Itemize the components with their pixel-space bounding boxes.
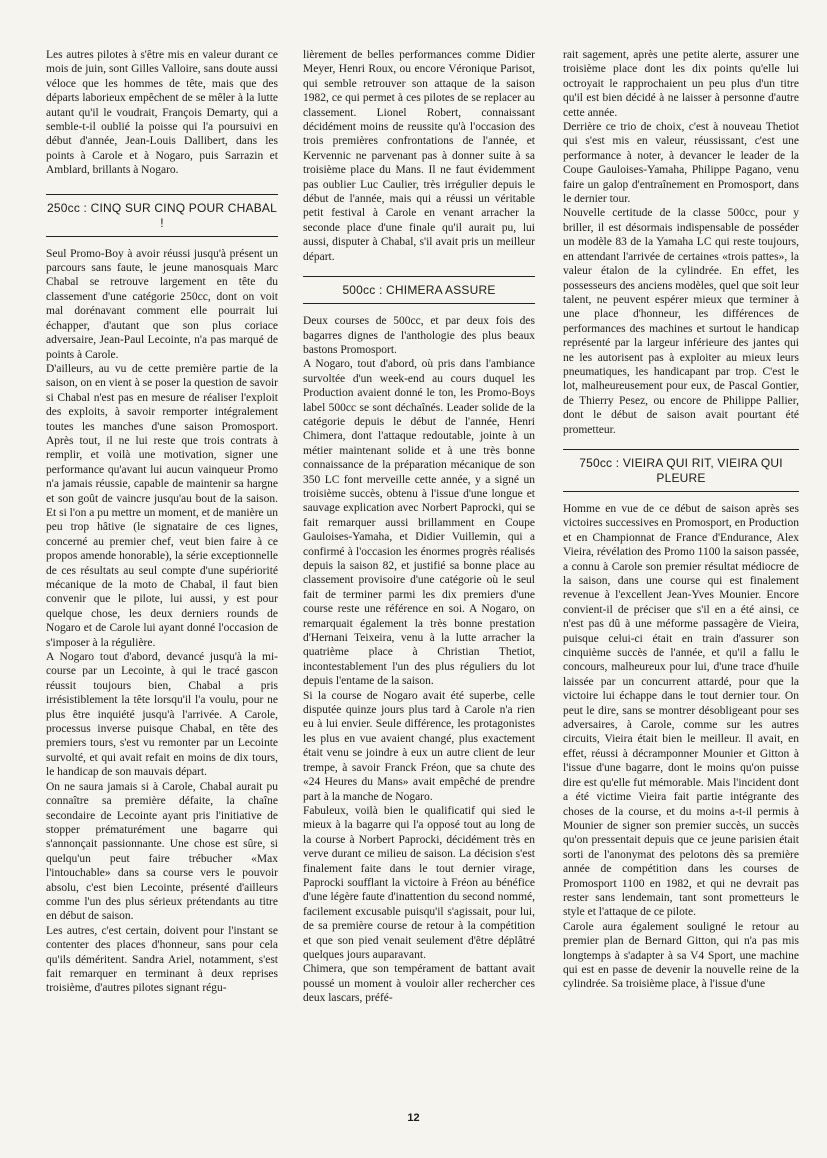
section-heading-500cc: 500cc : CHIMERA ASSURE [303, 276, 535, 304]
paragraph: Chimera, que son tempérament de battant avait poussé un moment à vouloir aller rechercher ces deux lascars, préfé- [303, 963, 535, 1005]
intro-paragraph: Les autres pilotes à s'être mis en valeur durant ce mois de juin, sont Gilles Valloire, sans doute aussi véloce que les hommes de tête, mais que des départs laborieux empêchent de se mêler à la lutte autant qu'il le voudrait, François Demarty, qui a semble-t-il oublié la poisse qui l'a poursuivi en début d'année, Jean-Louis Dallibert, dans les points à Carole et à Nogaro, puis Sarrazin et Amblard, brillants à Nogaro. [46, 49, 278, 177]
paragraph: On ne saura jamais si à Carole, Chabal aurait pu connaître sa première défaite, la chaîne secondaire de Lecointe ayant pris l'initiative de stopper prématurément une bagarre qui s'annonçait passionnante. Une chose est sûre, si quelqu'un peut faire trébucher «Max l'intouchable» dans sa course vers le pouvoir absolu, c'est bien Lecointe, présenté d'ailleurs comme l'un des plus sérieux prétendants au titre en début de saison. [46, 780, 278, 923]
paragraph: Derrière ce trio de choix, c'est à nouveau Thetiot qui s'est mis en valeur, réussissant, c'est une performance à noter, à devancer le leader de la Coupe Gauloises-Yamaha, Philippe Pagano, venu faire un galop d'entraînement en Promosport, dans le dernier tour. [563, 121, 799, 206]
column-left [46, 48, 278, 996]
section-heading-750cc: 750cc : VIEIRA QUI RIT, VIEIRA QUI PLEURE [563, 449, 799, 492]
paragraph: Seul Promo-Boy à avoir réussi jusqu'à présent un parcours sans faute, le jeune manosquais Marc Chabal se retrouve largement en tête du classement d'une catégorie 250cc, dont on voit mal dorénavant comment elle pourrait lui échapper, d'autant que son plus coriace adversaire, Jean-Paul Lecointe, n'a pas marqué de points à Carole. [46, 247, 278, 361]
paragraph: lièrement de belles performances comme Didier Meyer, Henri Roux, ou encore Véronique Parisot, qui semble retrouver son attaque de la saison 1982, ce qui permet à ces pilotes de se replacer au classement. Lionel Robert, connaissant décidément moins de reussite qu'à l'occasion des trois premières confrontations de l'année, et Kervennic ne parvenant pas à donner suite à sa troisième place du Mans. Il ne faut évidemment pas oublier Luc Caulier, très irrégulier depuis le début de l'année, mais qui a réussi un véritable petit festival à Carole en venant arracher la seconde place d'une finale qu'il aurait pu, lui aussi, disputer à Chabal, s'il avait pris un meilleur départ. [303, 49, 535, 263]
paragraph: A Nogaro, tout d'abord, où pris dans l'ambiance survoltée d'un week-end au cours duquel les Production avaient donné le ton, les Promo-Boys label 500cc se sont déchaînés. Leader solide de la catégorie depuis le début de l'année, Henri Chimera, dont l'attaque redoutable, jointe à un métier maintenant solide et à une très bonne connaissance de la préparation mécanique de son 350 LC font merveille cette année, y a signé un troisième succès, obtenu à l'issue d'une longue et sauvage explication avec Norbert Paprocki, qui se fait remarquer aussi brillamment en Coupe Gauloises-Yamaha, et Didier Vuillemin, qui a confirmé à l'occasion les énormes progrès réalisés depuis la saison 82, et justifié sa bonne place au classement provisoire d'une catégorie où le seul fait de terminer parmi les dix premiers d'une course reste une référence en soi. A Nogaro, on remarquait également la très bonne prestation d'Hernani Teixeira, venu à la lutte arracher la quatrième place à Christian Thetiot, incontestablement l'un des plus réguliers du lot depuis l'entame de la saison. [303, 358, 535, 688]
paragraph: Si la course de Nogaro avait été superbe, celle disputée quinze jours plus tard à Carole n'a rien eu à lui envier. Seule différence, les protagonistes les plus en vue avaient changé, plus exactement était venu se joindre à eux un autre client de leur trempe, à savoir Franck Fréon, que sa chute des «24 Heures du Mans» avait empêché de prendre part à la manche de Nogaro. [303, 689, 535, 803]
column-middle [303, 48, 535, 1006]
paragraph: rait sagement, après une petite alerte, assurer une troisième place dont les dix points qu'elle lui octroyait le rapprochaient un peu plus d'un titre qu'il est bien décidé à ne laisser à personne d'autre cette année. [563, 49, 799, 119]
paragraph: A Nogaro tout d'abord, devancé jusqu'à la mi-course par un Lecointe, à qui le tracé gascon réussit toujours bien, Chabal a pris irrésistiblement la tête lorsqu'il l'a voulu, pour ne plus être inquiété jusqu'à l'arrivée. A Carole, processus inverse puisque Chabal, en tête des premiers tours, s'est vu remonter par un Lecointe survolté, et qui avait refait en moins de dix tours, le handicap de son mauvais départ. [46, 651, 278, 779]
paragraph: Homme en vue de ce début de saison après ses victoires successives en Promosport, en Production et en Championnat de France d'Endurance, Alex Vieira, révélation des Promo 1100 la saison passée, a connu à Carole son premier résultat médiocre de la saison, dans une course qui est finalement revenue à l'excellent Jean-Yves Mounier. Encore convient-il de préciser que s'il en a été ainsi, ce n'est pas dû à une méforme passagère de Vieira, puisque celui-ci était en train d'assurer son cinquième succès de l'année, et qu'il a fallu le concours, malheureux pour lui, d'une trace d'huile laissée par un concurrent attardé, pour que la victoire lui échappe dans le tout dernier tour. On peut le dire, sans se montrer désobligeant pour ses adversaires, à Carole, comme sur les autres circuits, Vieira était bien le meilleur. Il avait, en effet, réussi à décramponner Mounier et Gitton à l'issue d'une bagarre, dont le moins qu'on puisse dire est qu'elle fut mémorable. Mais l'incident dont a été victime Vieira fait partie intégrante des choses de la course, et du moins a-t-il permis à Mounier de signer son premier succès, un succès qu'on pressentait depuis que ce jeune parisien était sorti de l'anonymat des pelotons dès sa première année de compétition dans les courses de Promosport 1100 en 1982, et qui ne devrait pas rester sans lendemain, tant sont prometteurs le style et l'attaque de ce pilote. [563, 502, 799, 919]
paragraph: Les autres, c'est certain, doivent pour l'instant se contenter des places d'honneur, sans pour cela qu'ils déméritent. Sandra Ariel, notamment, s'est fait remarquer en terminant à deux reprises troisième, d'autres pilotes signant régu- [46, 924, 278, 995]
paragraph: D'ailleurs, au vu de cette première partie de la saison, on en vient à se poser la question de savoir si Chabal n'est pas en mesure de réaliser l'exploit des exploits, à savoir remporter intégralement toutes les manches d'une saison Promosport. Après tout, il ne lui reste que trois contrats à remplir, et voilà une motivation, signer une performance qu'avant lui aucun vainqueur Promo n'a jamais réussie, capable de maintenir sa hargne et son goût de vaincre jusqu'au bout de la saison. Et si l'on a pu mettre un moment, et de manière un peu trop hâtive (le signataire de ces lignes, concerné au premier chef, veut bien faire à ce propos amende honorable), la série exceptionnelle de ces résultats au seul compte d'une supériorité mécanique de la moto de Chabal, il faut bien convenir que le pilote, lui aussi, y est pour quelque chose, les deux derniers rounds de Nogaro et de Carole lui ayant donné l'occasion de s'imposer à la régulière. [46, 362, 279, 649]
column-right [563, 48, 799, 992]
paragraph: Fabuleux, voilà bien le qualificatif qui sied le mieux à la bagarre qui l'a opposé tout au long de la course à Norbert Paprocki, décidément très en verve durant ce milieu de saison. La décision s'est finalement faite dans le tout dernier virage, Paprocki soufflant la victoire à Fréon au bénéfice d'une légère faute d'inattention du second nommé, facilement excusable puisqu'il s'agissait, pour lui, de sa première course de retour à la compétition et que son pied venait seulement d'être déplâtré quelques jours auparavant. [303, 804, 535, 961]
section-heading-250cc: 250cc : CINQ SUR CINQ POUR CHABAL ! [46, 194, 278, 237]
paragraph: Deux courses de 500cc, et par deux fois des bagarres dignes de l'anthologie des plus beaux bastons Promosport. [303, 315, 535, 356]
paragraph: Nouvelle certitude de la classe 500cc, pour y briller, il est désormais indispensable de posséder un modèle 83 de la Yamaha LC qui reste toujours, en attendant l'arrivée de certaines «trois pattes», la valeur étalon de la cylindrée. En effet, les possesseurs des anciens modèles, quel que soit leur talent, ne peuvent espérer mieux que terminer à une place d'honneur, les différences de performances des machines et surtout le handicap représenté par la largeur inférieure des jantes qui ne les autorisent pas à exploiter au mieux leurs pneumatiques, les handicapant par trop. C'est le lot, malheureusement pour eux, de Pascal Gontier, de Thierry Pesez, ou encore de Philippe Pallier, dont le début de saison avait pourtant été prometteur. [563, 207, 799, 436]
paragraph: Carole aura également souligné le retour au premier plan de Bernard Gitton, qui n'a pas mis longtemps à s'adapter à sa V4 Sport, une machine qui est en passe de devenir la nouvelle reine de la cylindrée. Sa troisième place, à l'issue d'une [563, 920, 799, 991]
page-number: 12 [407, 1112, 420, 1124]
